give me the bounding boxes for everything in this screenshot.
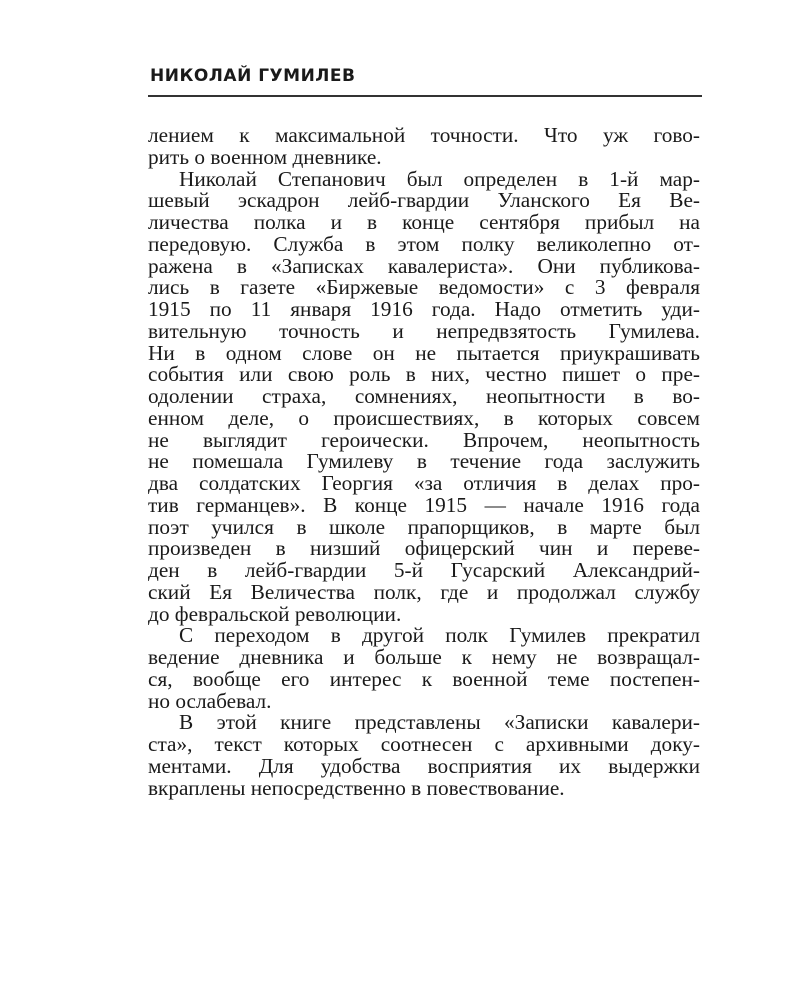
paragraph: [148, 166, 700, 626]
text-line: ден в лейб-гвардии 5-й Гусарский Александрий-: [148, 558, 700, 582]
text-line: вительную точность и непредвзятость Гумилева.: [148, 318, 700, 343]
text-line: ментами. Для удобства восприятия их выдержки: [148, 753, 700, 778]
text-line: но ослабевал.: [148, 688, 272, 713]
text-line: вкраплены непосредственно в повествование.: [148, 775, 565, 800]
text-line: 1915 по 11 января 1916 года. Надо отметить уди-: [148, 297, 700, 321]
text-line: поэт учился в школе прапорщиков, в марте был: [148, 514, 700, 539]
text-line: шевый эскадрон лейб-гвардии Уланского Ея Ве-: [148, 188, 700, 213]
text-line: лением к максимальной точности. Что уж гово-: [148, 123, 700, 147]
text-line: енном деле, о происшествиях, в которых совсем: [148, 405, 700, 430]
text-line: Ни в одном слове он не пытается приукрашивать: [148, 340, 700, 365]
text-line: лись в газете «Биржевые ведомости» с 3 февраля: [148, 275, 700, 300]
text-line: произведен в низший офицерский чин и переве-: [148, 536, 700, 561]
paragraph: [148, 125, 700, 169]
text-line: ский Ея Величества полк, где и продолжал службу: [148, 579, 700, 604]
text-line: передовую. Служба в этом полку великолепно от-: [148, 231, 700, 256]
text-line: личества полка и в конце сентября прибыл на: [148, 210, 700, 234]
text-line: тив германцев». В конце 1915 — начале 1916 года: [148, 492, 700, 517]
text-line: ста», текст которых соотнесен с архивными доку-: [148, 732, 700, 756]
text-line: не помешала Гумилеву в течение года заслужить: [148, 449, 700, 474]
text-line: рить о военном дневнике.: [148, 144, 382, 169]
text-line: два солдатских Георгия «за отличия в делах про-: [148, 471, 700, 495]
text-line: ведение дневника и больше к нему не возвращал-: [148, 645, 700, 669]
paragraph: [148, 625, 700, 712]
text-line: не выглядит героически. Впрочем, неопытность: [148, 427, 700, 452]
text-line: одолении страха, сомнениях, неопытности в во-: [148, 384, 700, 408]
text-line: ражена в «Записках кавалериста». Они публикова-: [148, 253, 700, 278]
text-line: С переходом в другой полк Гумилев прекратил: [179, 623, 700, 648]
body-text: [148, 125, 700, 799]
paragraph: [148, 712, 700, 799]
text-line: Николай Степанович был определен в 1-й мар-: [179, 166, 700, 191]
text-line: события или свою роль в них, честно пишет о пре-: [148, 362, 700, 387]
text-line: ся, вообще его интерес к военной теме постепен-: [148, 666, 700, 691]
text-line: В этой книге представлены «Записки кавалери-: [179, 710, 700, 735]
header-rule: [148, 95, 702, 97]
text-line: до февральской революции.: [148, 601, 402, 626]
running-header: НИКОЛАЙ ГУМИЛЕВ: [150, 66, 356, 86]
